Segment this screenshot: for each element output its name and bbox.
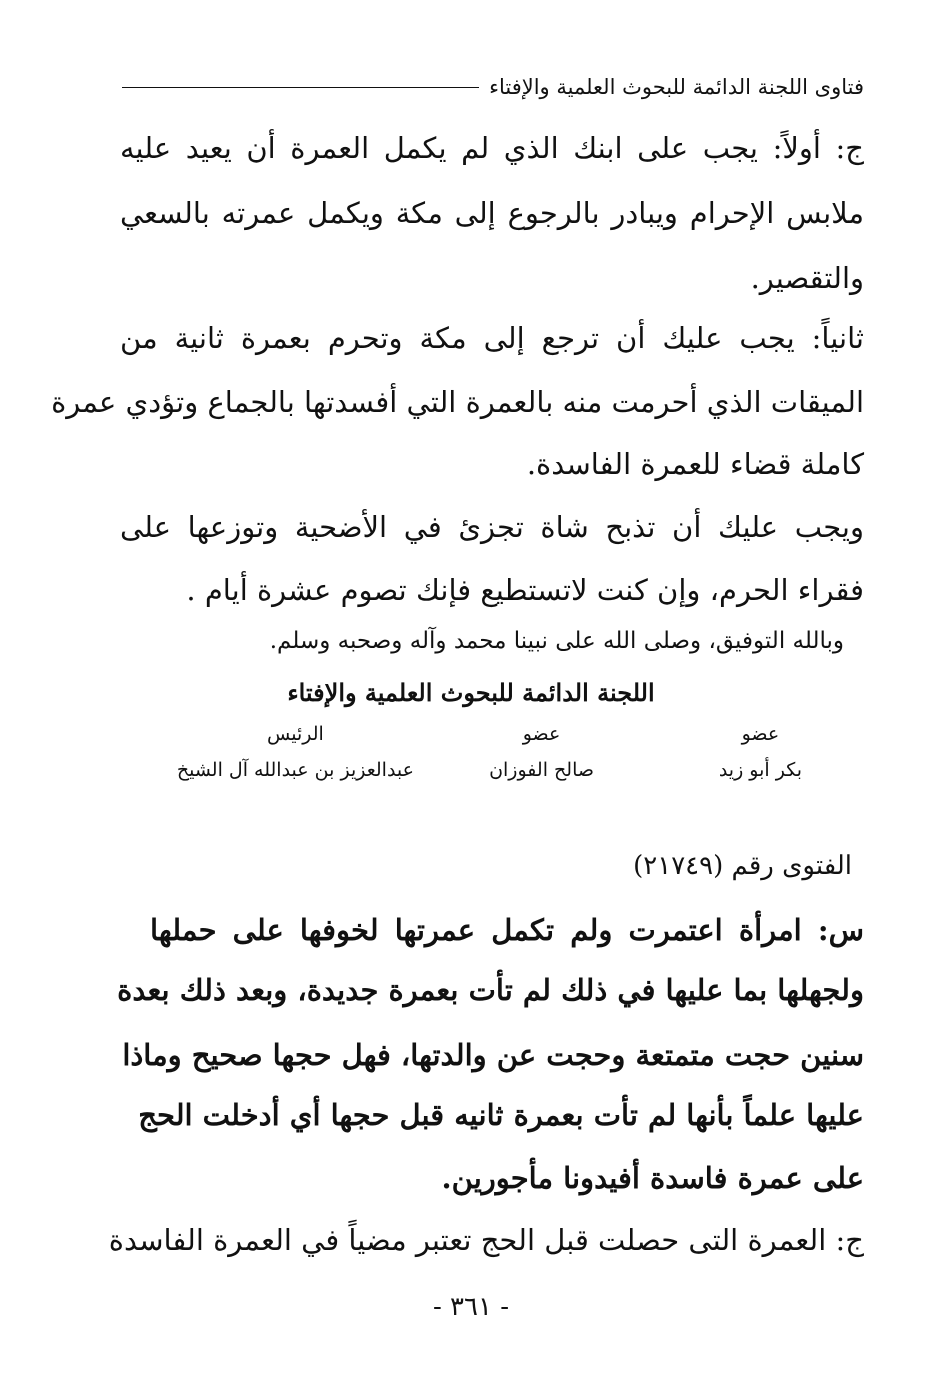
signatory-name: صالح الفوزان — [489, 759, 594, 781]
header-rule — [122, 87, 479, 88]
question-line-4: عليها علماً بأنها لم تأت بعمرة ثانيه قبل حجها أي أدخلت الحج — [138, 1098, 864, 1132]
answer2-line-1: ثانياً: يجب عليك أن ترجع إلى مكة وتحرم بعمرة ثانية من — [120, 321, 864, 355]
fatwa-number: الفتوى رقم (٢١٧٤٩) — [633, 851, 852, 881]
answer3-line-2: فقراء الحرم، وإن كنت لاتستطيع فإنك تصوم عشرة أيام . — [186, 573, 864, 607]
signatory-member-1 — [719, 720, 802, 784]
signatory-member-2 — [489, 720, 594, 784]
signatory-role: عضو — [522, 723, 561, 745]
committee-name: اللجنة الدائمة للبحوث العلمية والإفتاء — [287, 678, 655, 707]
answer1-line-3: والتقصير. — [750, 261, 864, 295]
answer2-line-3: كاملة قضاء للعمرة الفاسدة. — [526, 447, 864, 481]
signatory-name: بكر أبو زيد — [718, 759, 802, 781]
running-header — [122, 70, 864, 104]
signatory-president — [177, 720, 414, 784]
question-line-5: على عمرة فاسدة أفيدونا مأجورين. — [441, 1161, 864, 1195]
answer1-line-1: ج: أولاً: يجب على ابنك الذي لم يكمل العمرة أن يعيد عليه — [120, 131, 865, 165]
answer-final-line-1: ج: العمرة التى حصلت قبل الحج تعتبر مضياً في العمرة الفاسدة — [108, 1223, 864, 1257]
answer1-line-2: ملابس الإحرام ويبادر بالرجوع إلى مكة ويكمل عمرته بالسعي — [120, 196, 864, 230]
header-title: فتاوى اللجنة الدائمة للبحوث العلمية والإفتاء — [489, 75, 864, 99]
signatory-role: الرئيس — [267, 723, 324, 745]
signatory-role: عضو — [741, 723, 780, 745]
signatory-name: عبدالعزيز بن عبدالله آل الشيخ — [176, 759, 414, 781]
question-line-2: ولجهلها بما عليها في ذلك لم تأت بعمرة جديدة، وبعد ذلك بعدة — [117, 973, 864, 1007]
question-line-1: س: امرأة اعتمرت ولم تكمل عمرتها لخوفها على حملها — [150, 913, 864, 947]
answer2-line-2: الميقات الذي أحرمت منه بالعمرة التي أفسدتها بالجماع وتؤدي عمرة — [51, 385, 864, 419]
closing-salutation: وبالله التوفيق، وصلى الله على نبينا محمد وآله وصحبه وسلم. — [269, 628, 844, 654]
page-number: - ٣٦١ - — [432, 1292, 510, 1322]
question-line-3: سنين حجت متمتعة وحجت عن والدتها، فهل حجها صحيح وماذا — [122, 1038, 864, 1072]
answer3-line-1: ويجب عليك أن تذبح شاة تجزئ في الأضحية وتوزعها على — [120, 510, 864, 544]
